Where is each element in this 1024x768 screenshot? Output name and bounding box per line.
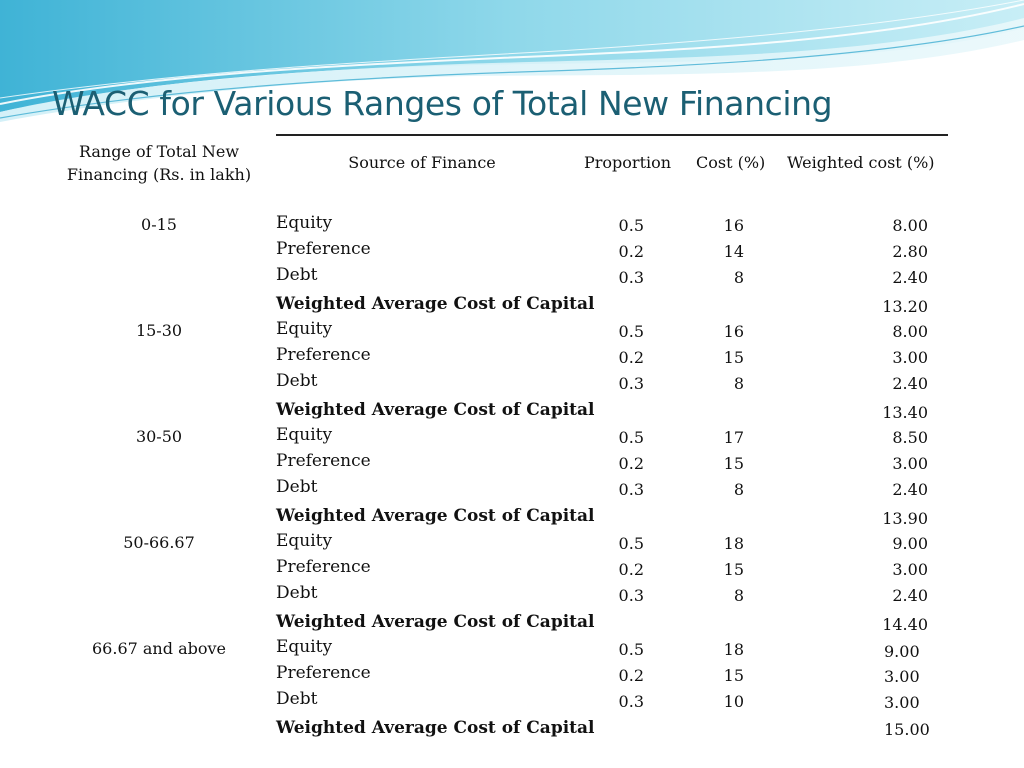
source-cell: Preference [276,239,371,259]
source-cell: Preference [276,663,371,683]
cost-cell: 17 [723,428,744,447]
source-cell: Equity [276,637,333,657]
weighted-cost-cell: 8.00 [892,322,928,341]
weighted-cost-cell: 2.40 [892,480,928,499]
proportion-cell: 0.2 [618,242,644,261]
range-group [0,637,1024,743]
slide-title: WACC for Various Ranges of Total New Financing [52,84,833,123]
cost-cell: 15 [723,560,744,579]
weighted-cost-cell: 3.00 [884,667,920,686]
cost-cell: 8 [733,480,744,499]
cost-cell: 14 [723,242,744,261]
proportion-cell: 0.5 [618,322,644,341]
header-range: Range of Total New Financing (Rs. in lakh) [66,142,252,184]
weighted-cost-cell: 2.40 [892,268,928,287]
wacc-total-label: Weighted Average Cost of Capital [276,294,595,314]
cost-cell: 8 [733,268,744,287]
source-cell: Debt [276,371,318,391]
cost-cell: 16 [723,216,744,235]
cost-cell: 18 [723,534,744,553]
wacc-total-label: Weighted Average Cost of Capital [276,612,595,632]
range-group [0,319,1024,425]
source-cell: Equity [276,531,333,551]
source-cell: Preference [276,451,371,471]
weighted-cost-cell: 8.00 [892,216,928,235]
weighted-cost-cell: 2.40 [892,586,928,605]
header-source: Source of Finance [348,153,496,172]
cost-cell: 15 [723,666,744,685]
source-cell: Preference [276,345,371,365]
wacc-total-value: 13.40 [882,403,928,422]
range-group [0,213,1024,319]
proportion-cell: 0.2 [618,348,644,367]
wacc-total-value: 14.40 [882,615,928,634]
proportion-cell: 0.5 [618,216,644,235]
source-cell: Preference [276,557,371,577]
proportion-cell: 0.5 [618,640,644,659]
weighted-cost-cell: 9.00 [884,642,920,661]
proportion-cell: 0.5 [618,534,644,553]
cost-cell: 16 [723,322,744,341]
range-label: 0-15 [141,215,177,234]
proportion-cell: 0.3 [618,480,644,499]
proportion-cell: 0.3 [618,692,644,711]
wacc-total-value: 13.20 [882,297,928,316]
source-cell: Debt [276,689,318,709]
weighted-cost-cell: 3.00 [892,348,928,367]
cost-cell: 15 [723,454,744,473]
header-weighted-cost: Weighted cost (%) [787,153,935,172]
range-group [0,425,1024,531]
cost-cell: 8 [733,374,744,393]
source-cell: Equity [276,425,333,445]
cost-cell: 15 [723,348,744,367]
range-label: 50-66.67 [123,533,195,552]
weighted-cost-cell: 3.00 [884,693,920,712]
cost-cell: 8 [733,586,744,605]
weighted-cost-cell: 3.00 [892,454,928,473]
wacc-total-value: 13.90 [882,509,928,528]
header-proportion: Proportion [584,153,672,172]
weighted-cost-cell: 8.50 [892,428,928,447]
weighted-cost-cell: 3.00 [892,560,928,579]
cost-cell: 10 [723,692,744,711]
proportion-cell: 0.2 [618,454,644,473]
wacc-total-label: Weighted Average Cost of Capital [276,400,595,420]
weighted-cost-cell: 2.40 [892,374,928,393]
source-cell: Equity [276,319,333,339]
wacc-total-label: Weighted Average Cost of Capital [276,718,595,738]
proportion-cell: 0.2 [618,560,644,579]
source-cell: Debt [276,477,318,497]
proportion-cell: 0.2 [618,666,644,685]
range-label: 15-30 [135,321,183,340]
table-top-rule [276,134,948,136]
proportion-cell: 0.5 [618,428,644,447]
wacc-total-value: 15.00 [884,720,930,739]
weighted-cost-cell: 2.80 [892,242,928,261]
range-group [0,531,1024,637]
proportion-cell: 0.3 [618,268,644,287]
proportion-cell: 0.3 [618,586,644,605]
source-cell: Debt [276,583,318,603]
source-cell: Debt [276,265,318,285]
range-label: 30-50 [135,427,183,446]
proportion-cell: 0.3 [618,374,644,393]
cost-cell: 18 [723,640,744,659]
wacc-total-label: Weighted Average Cost of Capital [276,506,595,526]
header-cost: Cost (%) [696,153,766,172]
weighted-cost-cell: 9.00 [892,534,928,553]
source-cell: Equity [276,213,333,233]
range-label: 66.67 and above [92,639,226,658]
